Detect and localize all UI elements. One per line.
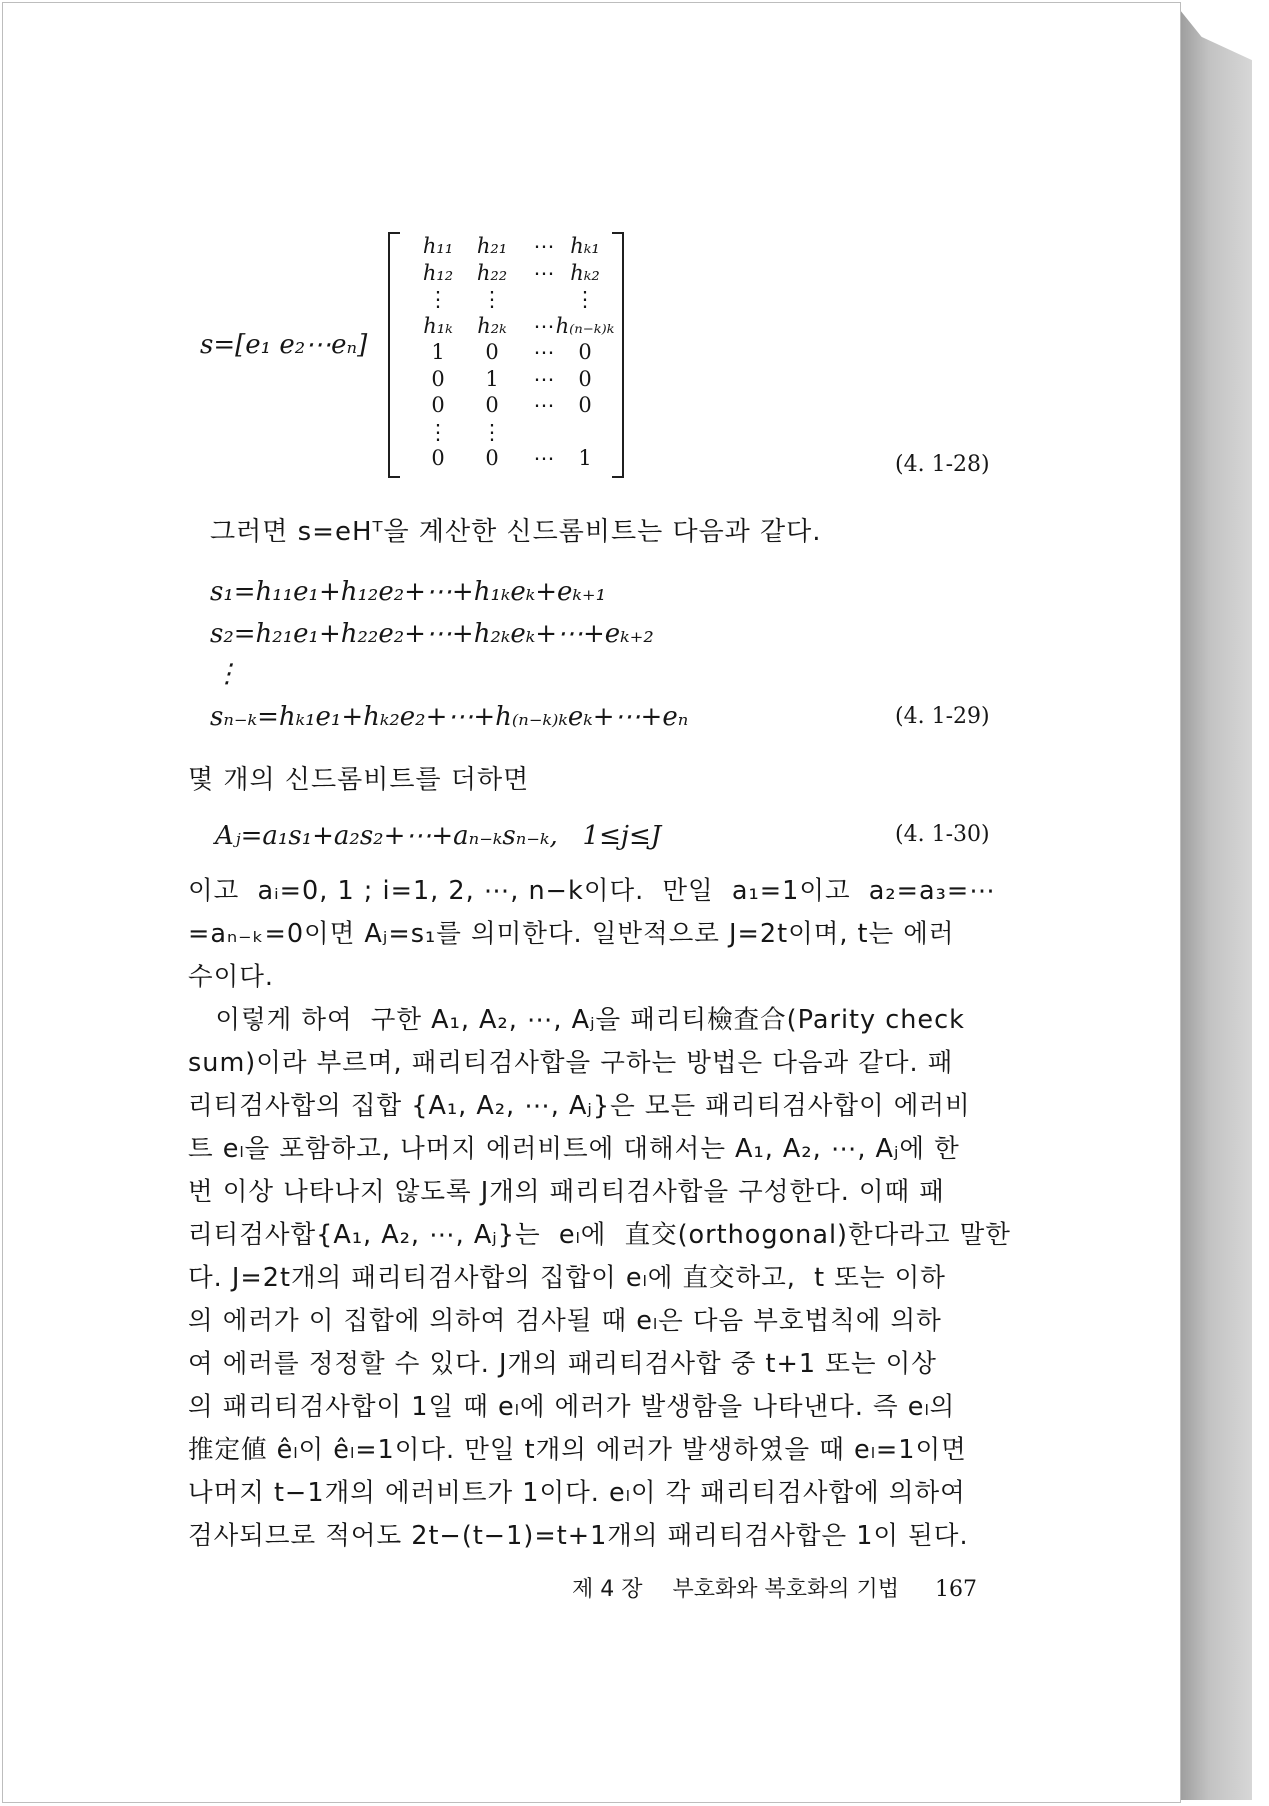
matrix-cell: ⋮ <box>574 287 596 311</box>
matrix-cell: ⋯ <box>533 260 555 285</box>
paragraph-line: 推定値 êₗ이 êₗ=1이다. 만일 t개의 에러가 발생하였을 때 eₗ=1이면 <box>188 1435 967 1465</box>
paragraph-line: 의 에러가 이 집합에 의하여 검사될 때 eₗ은 다음 부호법칙에 의하 <box>188 1306 942 1336</box>
matrix-row <box>402 367 602 392</box>
matrix-row <box>402 287 602 312</box>
matrix-row <box>402 420 602 445</box>
matrix-cell: 1 <box>431 340 445 364</box>
footer-chapter: 제 4 장 <box>572 1577 643 1602</box>
matrix-cell: hₖ₁ <box>570 234 600 258</box>
paragraph-line: 트 eₗ을 포함하고, 나머지 에러비트에 대해서는 A₁, A₂, ⋯, Aⱼ에 한 <box>188 1134 960 1164</box>
matrix-cell: 0 <box>485 446 499 470</box>
paragraph-line: sum)이라 부르며, 패리티검사합을 구하는 방법은 다음과 같다. 패 <box>188 1048 954 1078</box>
matrix-cell: h₁₂ <box>422 260 454 285</box>
matrix-cell: hₖ₂ <box>570 260 600 285</box>
paragraph-line: 수이다. <box>188 962 275 992</box>
paragraph-line: 다. J=2t개의 패리티검사합의 집합이 eₗ에 直交하고, t 또는 이하 <box>188 1263 946 1293</box>
matrix-cell: ⋯ <box>533 366 555 391</box>
syndrome-eq-vdots: ⋮ <box>214 659 240 689</box>
page-edge-shadow <box>1180 10 1252 1800</box>
matrix-cell: h₁₁ <box>422 234 454 258</box>
matrix-row <box>402 446 602 471</box>
matrix-cell: h₍ₙ₋ₖ₎ₖ <box>555 313 615 338</box>
paragraph-line: 이고 aᵢ=0, 1 ; i=1, 2, ⋯, n−k이다. 만일 a₁=1이고 a₂=a₃=⋯ <box>188 876 996 906</box>
paragraph-line: 리티검사합{A₁, A₂, ⋯, Aⱼ}는 eₗ에 直交(orthogonal)한다라고 말한 <box>188 1220 1011 1250</box>
paragraph-line: 번 이상 나타나지 않도록 J개의 패리티검사합을 구성한다. 이때 패 <box>188 1177 945 1207</box>
matrix <box>388 232 624 478</box>
sum-equation: Aⱼ=a₁s₁+a₂s₂+⋯+aₙ₋ₖsₙ₋ₖ, 1≤j≤J <box>215 821 662 851</box>
equation-number-4-1-28: (4. 1-28) <box>895 452 990 477</box>
matrix-cell: 0 <box>431 366 445 391</box>
paragraph-line: =aₙ₋ₖ=0이면 Aⱼ=s₁를 의미한다. 일반적으로 J=2t이며, t는 에러 <box>188 919 955 949</box>
equation-number-4-1-30: (4. 1-30) <box>895 822 990 847</box>
matrix-cell: ⋯ <box>533 393 555 417</box>
paragraph-line: 리티검사합의 집합 {A₁, A₂, ⋯, Aⱼ}은 모든 패리티검사합이 에러비 <box>188 1091 971 1121</box>
matrix-row <box>402 393 602 418</box>
syndrome-intro: 그러면 s=eHᵀ을 계산한 신드롬비트는 다음과 같다. <box>210 517 822 547</box>
footer-title: 부호화와 복호화의 기법 <box>672 1577 900 1602</box>
matrix-cell: ⋮ <box>427 287 449 311</box>
matrix-row <box>402 261 602 286</box>
matrix-cell: 0 <box>578 393 592 417</box>
matrix-cell: h₂₂ <box>476 260 508 285</box>
syndrome-eq-2: s₂=h₂₁e₁+h₂₂e₂+⋯+h₂ₖeₖ+⋯+eₖ₊₂ <box>210 619 654 649</box>
matrix-cell: 1 <box>485 366 499 391</box>
paragraph-line: 검사되므로 적어도 2t−(t−1)=t+1개의 패리티검사합은 1이 된다. <box>188 1521 969 1551</box>
page-number: 167 <box>935 1577 978 1602</box>
matrix-row <box>402 234 602 259</box>
syndrome-eq-1: s₁=h₁₁e₁+h₁₂e₂+⋯+h₁ₖeₖ+eₖ₊₁ <box>210 577 607 607</box>
matrix-cell: 1 <box>578 446 592 470</box>
matrix-cell: 0 <box>431 393 445 417</box>
matrix-cell: 0 <box>431 446 445 470</box>
matrix-cell: h₂₁ <box>476 234 508 258</box>
matrix-cell: ⋮ <box>481 287 503 311</box>
matrix-row <box>402 340 602 365</box>
matrix-cell: ⋯ <box>533 234 555 258</box>
matrix-cell: h₁ₖ <box>423 313 453 338</box>
matrix-cell: 0 <box>578 340 592 364</box>
matrix-cell: h₂ₖ <box>477 313 507 338</box>
matrix-cell: ⋮ <box>427 419 449 444</box>
matrix-cell: 0 <box>578 366 592 391</box>
paragraph-line: 이렇게 하여 구한 A₁, A₂, ⋯, Aⱼ을 패리티檢査合(Parity check <box>188 1005 965 1035</box>
matrix-cell: 0 <box>485 393 499 417</box>
body-paragraph <box>188 870 1011 1558</box>
matrix-cell: 0 <box>485 340 499 364</box>
matrix-row <box>402 313 615 339</box>
equation-number-4-1-29: (4. 1-29) <box>895 704 990 729</box>
sum-intro: 몇 개의 신드롬비트를 더하면 <box>188 765 530 795</box>
paragraph-line: 나머지 t−1개의 에러비트가 1이다. eₗ이 각 패리티검사합에 의하여 <box>188 1478 966 1508</box>
page-footer <box>572 1572 977 1603</box>
matrix-cell: ⋮ <box>481 419 503 444</box>
paragraph-line: 의 패리티검사합이 1일 때 eₗ에 에러가 발생함을 나타낸다. 즉 eₗ의 <box>188 1392 956 1422</box>
matrix-cell: ⋯ <box>533 446 555 470</box>
paragraph-line: 여 에러를 정정할 수 있다. J개의 패리티검사합 중 t+1 또는 이상 <box>188 1349 937 1379</box>
matrix-rows <box>402 234 615 474</box>
syndrome-eq-last: sₙ₋ₖ=hₖ₁e₁+hₖ₂e₂+⋯+h₍ₙ₋ₖ₎ₖeₖ+⋯+eₙ <box>210 702 689 732</box>
matrix-cell: ⋯ <box>533 313 555 338</box>
matrix-cell: ⋯ <box>533 340 555 364</box>
matrix-lhs: s=[e₁ e₂⋯eₙ] <box>200 330 368 360</box>
matrix-left-bracket <box>388 232 400 478</box>
